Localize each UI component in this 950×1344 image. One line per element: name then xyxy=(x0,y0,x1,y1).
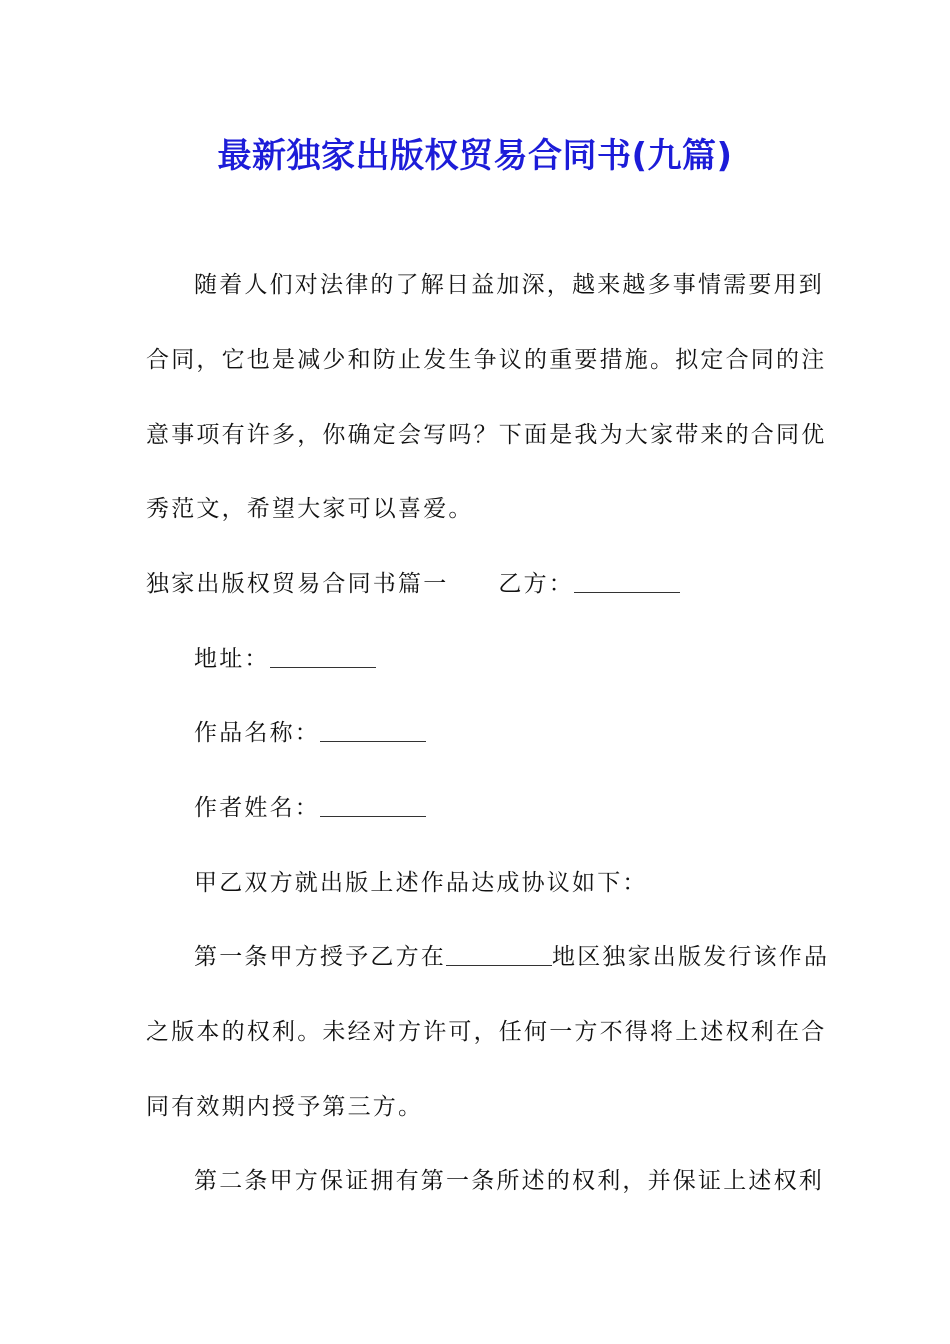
document-title: 最新独家出版权贸易合同书(九篇) xyxy=(217,136,733,176)
party-b-label: 乙方： xyxy=(498,571,575,597)
article1-line-2: 之版本的权利。未经对方许可，任何一方不得将上述权利在合 xyxy=(146,1019,827,1045)
intro-line-4: 秀范文，希望大家可以喜爱。 xyxy=(146,496,474,522)
address-blank xyxy=(270,645,376,668)
address-label: 地址： xyxy=(194,646,270,672)
intro-line-3: 意事项有许多，你确定会写吗？下面是我为大家带来的合同优 xyxy=(146,422,827,448)
author-blank xyxy=(320,794,426,817)
region-blank xyxy=(446,943,552,966)
intro-line-2: 合同，它也是减少和防止发生争议的重要措施。拟定合同的注 xyxy=(146,347,827,373)
article1-line-3: 同有效期内授予第三方。 xyxy=(146,1094,424,1120)
agreement-line: 甲乙双方就出版上述作品达成协议如下： xyxy=(194,870,648,896)
author-label: 作者姓名： xyxy=(194,795,320,821)
work-title-label: 作品名称： xyxy=(194,720,320,746)
work-title-row xyxy=(194,718,814,748)
section1-heading-row xyxy=(146,569,816,599)
work-title-blank xyxy=(320,719,426,742)
party-b-blank xyxy=(574,570,680,593)
intro-line-1: 随着人们对法律的了解日益加深，越来越多事情需要用到 xyxy=(194,272,824,298)
article1-line-1 xyxy=(194,942,830,972)
address-row xyxy=(194,644,814,674)
article2-line-1: 第二条甲方保证拥有第一条所述的权利，并保证上述权利 xyxy=(194,1168,824,1194)
article1-part2: 地区独家出版发行该作品 xyxy=(552,944,830,970)
author-row xyxy=(194,793,814,823)
article1-part1: 第一条甲方授予乙方在 xyxy=(194,944,446,970)
section1-heading: 独家出版权贸易合同书篇一 xyxy=(146,571,449,597)
